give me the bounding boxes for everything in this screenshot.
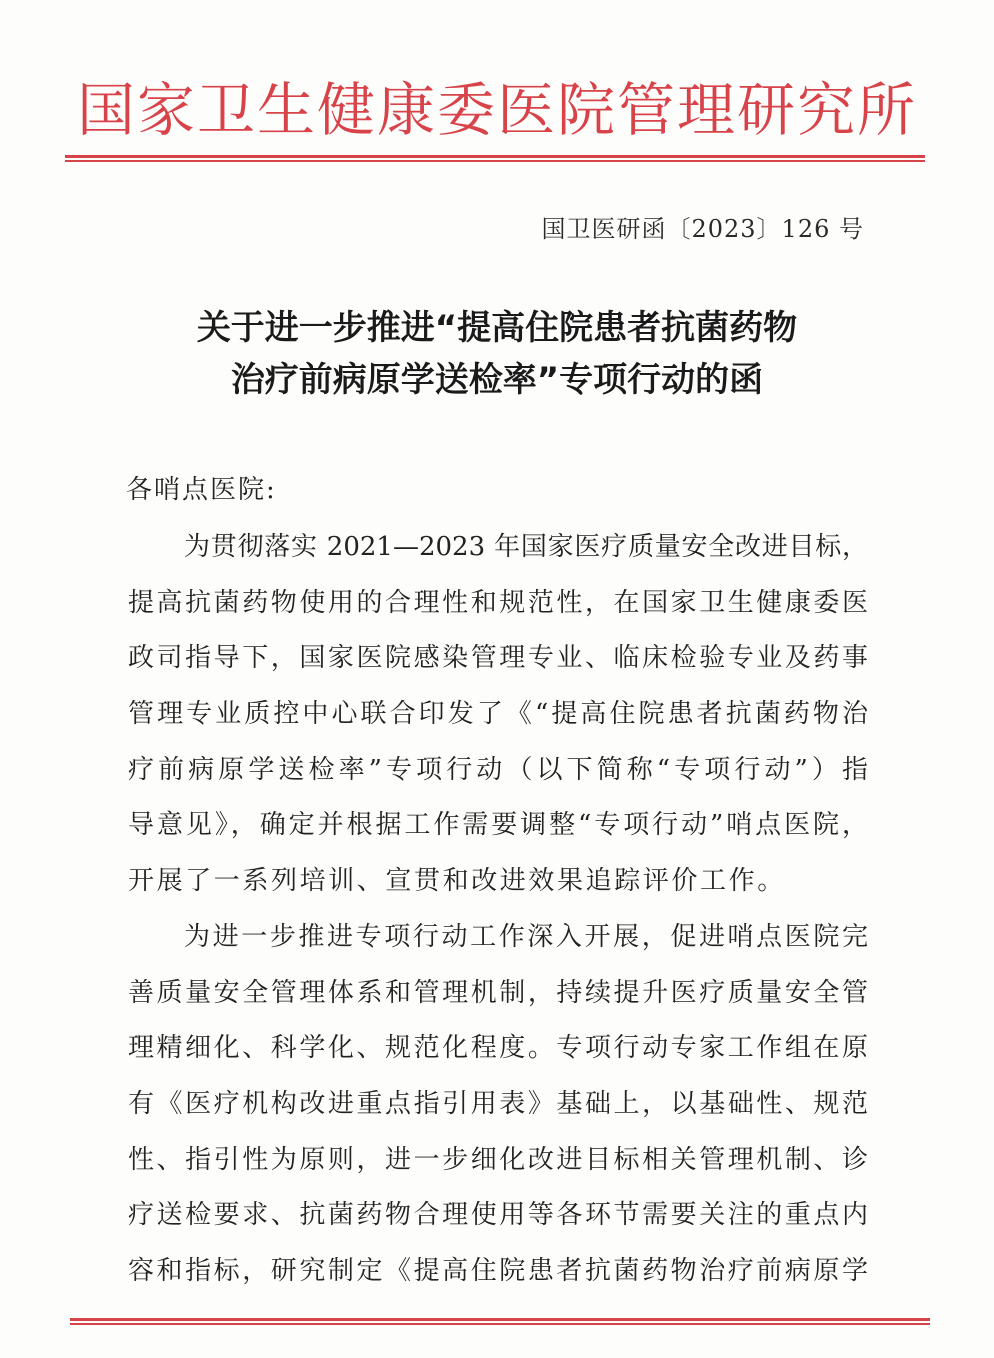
paragraph-1-line: 开展了一系列培训、宣贯和改进效果追踪评价工作。 (128, 866, 786, 897)
title-line-1: 关于进一步推进“提高住院患者抗菌药物 (196, 308, 798, 348)
paragraph-1-line: 疗前病原学送检率”专项行动（以下简称“专项行动”）指 (128, 754, 868, 785)
paragraph-2-line: 性、指引性为原则，进一步细化改进目标相关管理机制、诊 (128, 1144, 868, 1175)
paragraph-1-line: 导意见》，确定并根据工作需要调整“专项行动”哨点医院， (128, 810, 868, 841)
paragraph-1-line: 为贯彻落实 2021—2023 年国家医疗质量安全改进目标， (184, 532, 868, 562)
paragraph-2-line: 有《医疗机构改进重点指引用表》基础上，以基础性、规范 (128, 1088, 868, 1119)
paragraph-2-line: 疗送检要求、抗菌药物合理使用等各环节需要关注的重点内 (128, 1200, 868, 1231)
document-body (128, 520, 868, 1300)
paragraph-2-line: 为进一步推进专项行动工作深入开展，促进哨点医院完 (184, 921, 868, 952)
paragraph-2-line: 善质量安全管理体系和管理机制，持续提升医疗质量安全管 (128, 977, 868, 1008)
paragraph-1-line: 提高抗菌药物使用的合理性和规范性，在国家卫生健康委医 (128, 587, 868, 618)
title-line-2: 治疗前病原学送检率”专项行动的函 (230, 360, 764, 400)
document-number: 国卫医研函〔2023〕126 号 (541, 215, 864, 243)
paragraph-1-line: 管理专业质控中心联合印发了《“提高住院患者抗菌药物治 (128, 699, 868, 730)
letterhead-org-name: 国家卫生健康委医院管理研究所 (76, 76, 917, 144)
paragraph-2-line: 理精细化、科学化、规范化程度。专项行动专家工作组在原 (128, 1033, 868, 1064)
letterhead-red-rule (65, 155, 925, 163)
paragraph-1-line: 政司指导下，国家医院感染管理专业、临床检验专业及药事 (128, 643, 868, 674)
salutation: 各哨点医院: (126, 475, 277, 505)
footer-red-rule (70, 1318, 930, 1326)
document-title (60, 302, 934, 406)
paragraph-2-line: 容和指标，研究制定《提高住院患者抗菌药物治疗前病原学 (128, 1255, 868, 1286)
